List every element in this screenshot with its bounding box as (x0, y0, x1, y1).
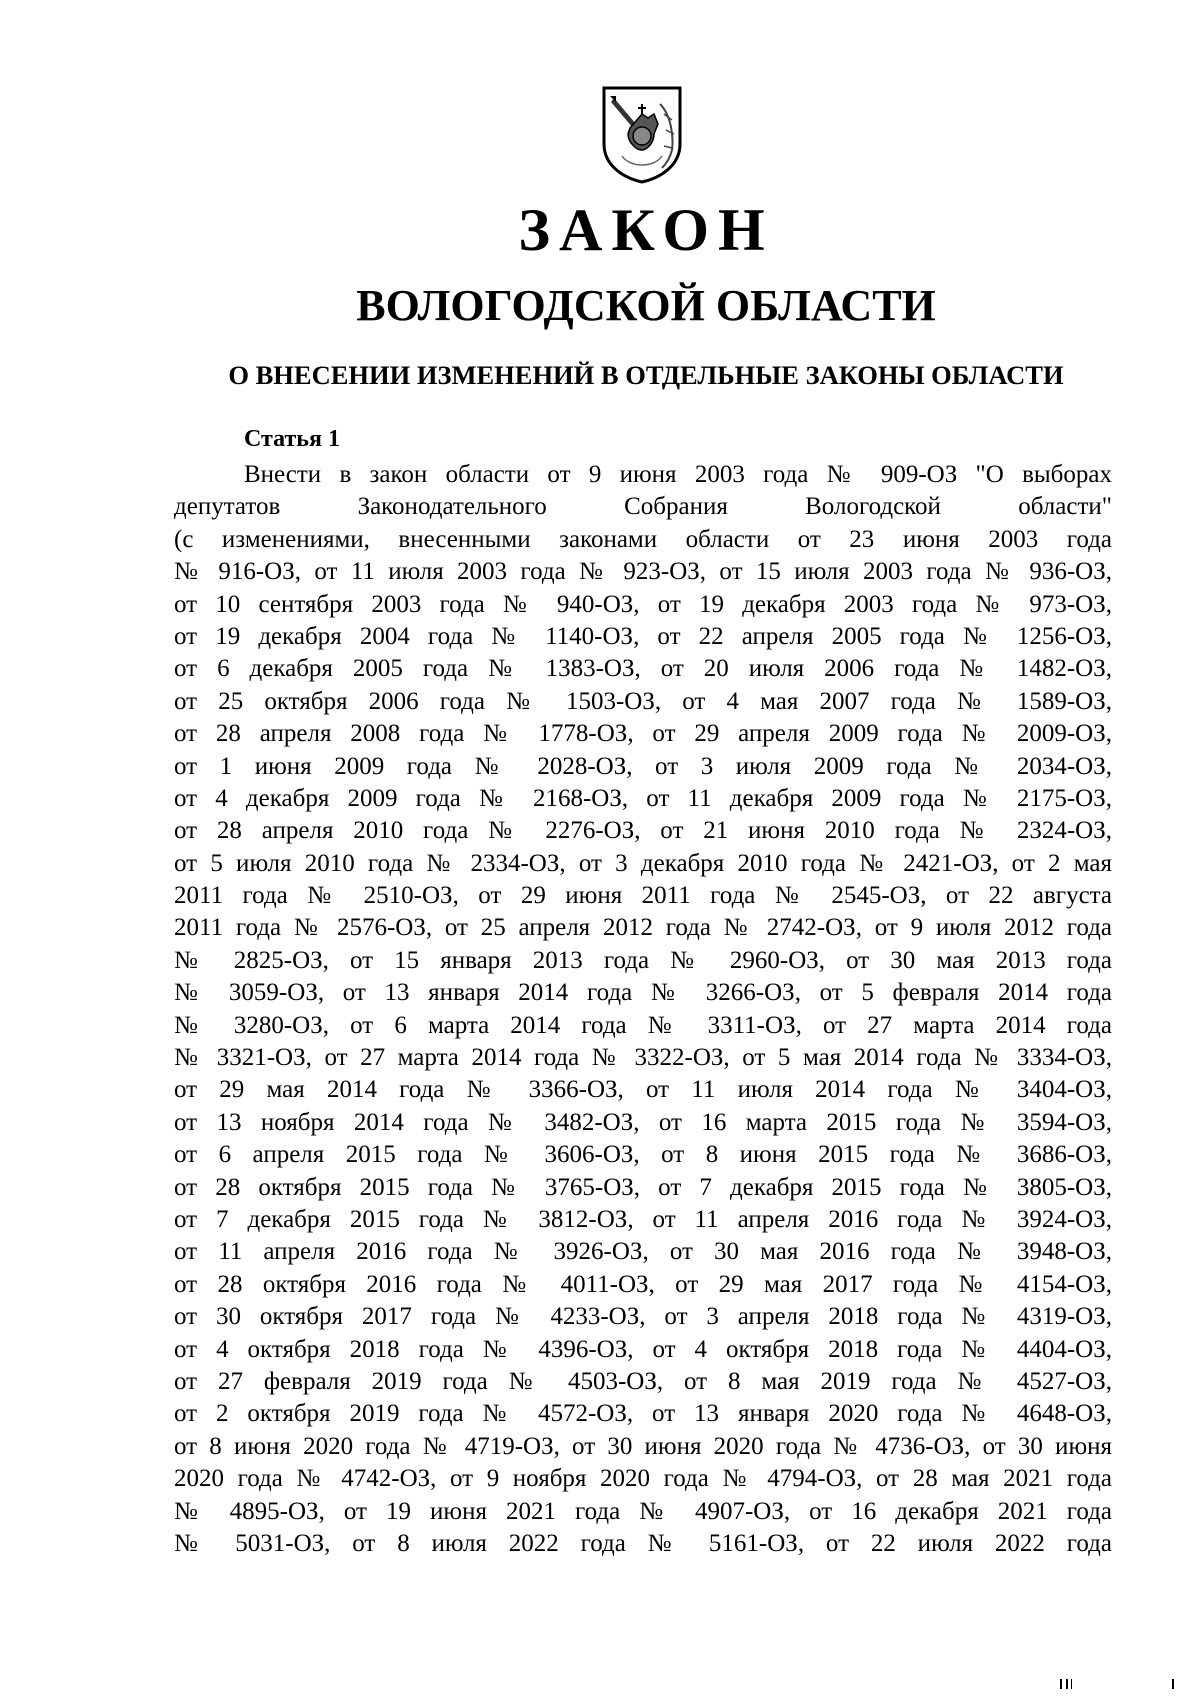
text-line: от 27 февраля 2019 года № 4503-ОЗ, от 8 мая 2019 года № 4527-ОЗ, (174, 1367, 1112, 1395)
text-line: 2020 года № 4742-ОЗ, от 9 ноября 2020 года № 4794-ОЗ, от 28 мая 2021 года (174, 1465, 1112, 1493)
scan-marks-icon (1058, 1677, 1178, 1691)
text-line: (с изменениями, внесенными законами области от 23 июня 2003 года (174, 525, 1112, 553)
text-line: от 28 октября 2016 года № 4011-ОЗ, от 29 мая 2017 года № 4154-ОЗ, (174, 1270, 1112, 1298)
text-line: от 19 декабря 2004 года № 1140-ОЗ, от 22 апреля 2005 года № 1256-ОЗ, (174, 622, 1112, 650)
text-line: № 4895-ОЗ, от 19 июня 2021 года № 4907-ОЗ, от 16 декабря 2021 года (174, 1497, 1112, 1525)
document-title: ЗАКОН (518, 197, 774, 263)
text-line: от 28 октября 2015 года № 3765-ОЗ, от 7 декабря 2015 года № 3805-ОЗ, (174, 1173, 1112, 1201)
text-line: от 28 апреля 2010 года № 2276-ОЗ, от 21 июня 2010 года № 2324-ОЗ, (174, 817, 1112, 845)
text-line: № 3280-ОЗ, от 6 марта 2014 года № 3311-ОЗ, от 27 марта 2014 года (174, 1011, 1112, 1039)
text-line: от 7 декабря 2015 года № 3812-ОЗ, от 11 апреля 2016 года № 3924-ОЗ, (174, 1205, 1112, 1233)
text-line: от 29 мая 2014 года № 3366-ОЗ, от 11 июля 2014 года № 3404-ОЗ, (174, 1076, 1112, 1104)
law-name: О ВНЕСЕНИИ ИЗМЕНЕНИЙ В ОТДЕЛЬНЫЕ ЗАКОНЫ ОБЛАСТИ (228, 360, 1064, 390)
text-line: 2011 года № 2510-ОЗ, от 29 июня 2011 года № 2545-ОЗ, от 22 августа (174, 882, 1112, 910)
text-line: от 4 декабря 2009 года № 2168-ОЗ, от 11 декабря 2009 года № 2175-ОЗ, (174, 784, 1112, 812)
text-line: от 30 октября 2017 года № 4233-ОЗ, от 3 апреля 2018 года № 4319-ОЗ, (174, 1303, 1112, 1331)
coat-of-arms-icon (600, 84, 684, 184)
text-line: от 8 июня 2020 года № 4719-ОЗ, от 30 июня 2020 года № 4736-ОЗ, от 30 июня (174, 1432, 1112, 1460)
text-line: от 1 июня 2009 года № 2028-ОЗ, от 3 июля 2009 года № 2034-ОЗ, (174, 752, 1112, 780)
text-line: № 2825-ОЗ, от 15 января 2013 года № 2960-ОЗ, от 30 мая 2013 года (174, 946, 1112, 974)
text-line: от 6 декабря 2005 года № 1383-ОЗ, от 20 июля 2006 года № 1482-ОЗ, (174, 655, 1112, 683)
article-body (174, 459, 1112, 1560)
text-line: от 25 октября 2006 года № 1503-ОЗ, от 4 мая 2007 года № 1589-ОЗ, (174, 687, 1112, 715)
text-line: № 5031-ОЗ, от 8 июля 2022 года № 5161-ОЗ, от 22 июля 2022 года (174, 1529, 1112, 1557)
text-line: от 10 сентября 2003 года № 940-ОЗ, от 19 декабря 2003 года № 973-ОЗ, (174, 590, 1112, 618)
text-line: № 3059-ОЗ, от 13 января 2014 года № 3266-ОЗ, от 5 февраля 2014 года (174, 979, 1112, 1007)
text-line: от 2 октября 2019 года № 4572-ОЗ, от 13 января 2020 года № 4648-ОЗ, (174, 1400, 1112, 1428)
text-line: от 11 апреля 2016 года № 3926-ОЗ, от 30 мая 2016 года № 3948-ОЗ, (174, 1238, 1112, 1266)
document-subtitle: ВОЛОГОДСКОЙ ОБЛАСТИ (356, 281, 936, 330)
text-line: от 13 ноября 2014 года № 3482-ОЗ, от 16 марта 2015 года № 3594-ОЗ, (174, 1108, 1112, 1136)
text-line: депутатов Законодательного Собрания Вологодской области" (174, 493, 1112, 521)
article-title: Статья 1 (244, 426, 340, 452)
text-line: 2011 года № 2576-ОЗ, от 25 апреля 2012 года № 2742-ОЗ, от 9 июля 2012 года (174, 914, 1112, 942)
text-line: № 3321-ОЗ, от 27 марта 2014 года № 3322-ОЗ, от 5 мая 2014 года № 3334-ОЗ, (174, 1044, 1112, 1072)
text-line: от 4 октября 2018 года № 4396-ОЗ, от 4 октября 2018 года № 4404-ОЗ, (174, 1335, 1112, 1363)
text-line: Внести в закон области от 9 июня 2003 года № 909-ОЗ "О выборах (244, 461, 1112, 488)
text-line: от 28 апреля 2008 года № 1778-ОЗ, от 29 апреля 2009 года № 2009-ОЗ, (174, 720, 1112, 748)
text-line: от 5 июля 2010 года № 2334-ОЗ, от 3 декабря 2010 года № 2421-ОЗ, от 2 мая (174, 849, 1112, 877)
text-line: № 916-ОЗ, от 11 июля 2003 года № 923-ОЗ, от 15 июля 2003 года № 936-ОЗ, (174, 558, 1112, 586)
text-line: от 6 апреля 2015 года № 3606-ОЗ, от 8 июня 2015 года № 3686-ОЗ, (174, 1141, 1112, 1169)
